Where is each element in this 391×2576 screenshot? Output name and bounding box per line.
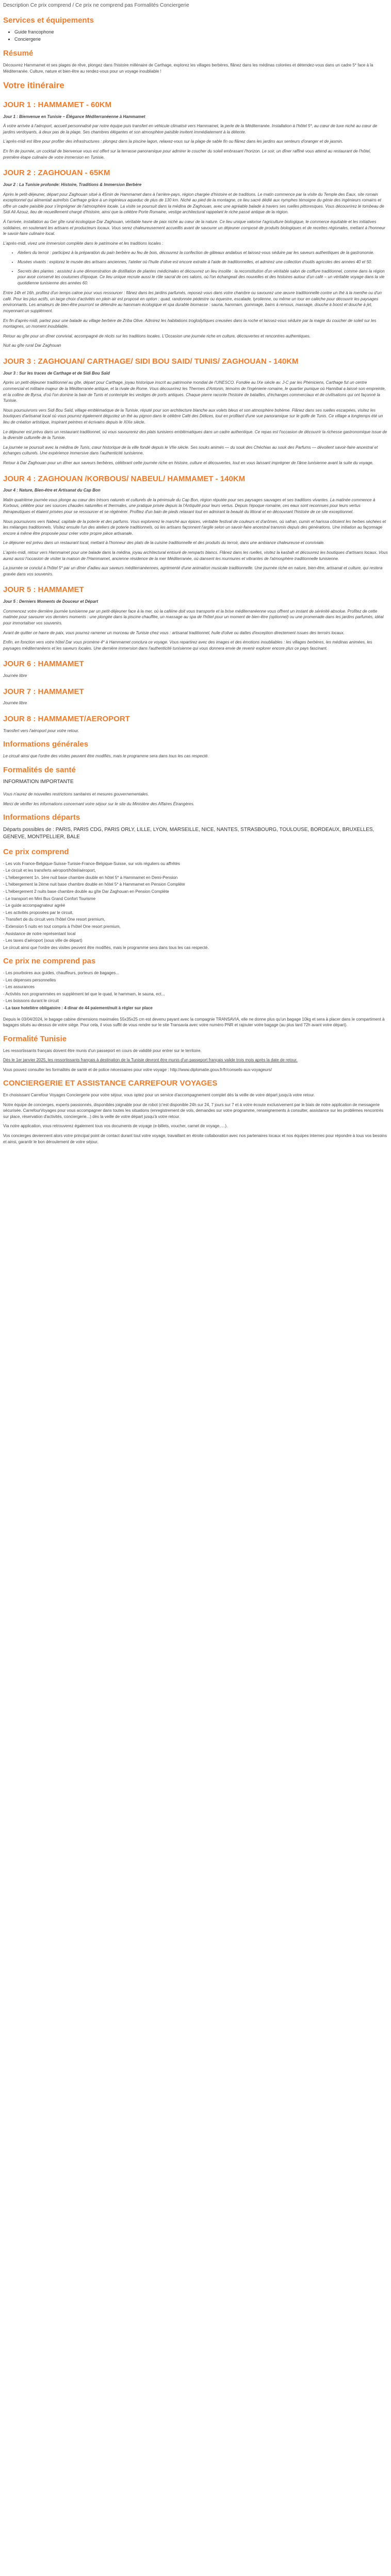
infos-text: Le circuit ainsi que l'ordre des visites peuvent être modifiés, mais le programme sera dans tous les cas respecté. bbox=[3, 754, 209, 759]
comprend-line: - Les activités proposées par le circuit, bbox=[3, 910, 74, 915]
day-subtitle: Jour 1 : Bienvenue en Tunisie – Élégance Méditerranéenne à Hammamet bbox=[3, 114, 145, 119]
ne-comprend-list bbox=[3, 970, 388, 1011]
resume-title: Résumé bbox=[3, 49, 34, 58]
sante-line: Vous n'aurez de nouvelles restrictions sanitaires et mesures gouvernementales. bbox=[3, 791, 149, 796]
comprend-title: Ce prix comprend bbox=[3, 847, 69, 856]
tunisie-p2: Dès le 1er janvier 2025, les ressortissants français à destination de la Tunisie devront être munis d'un passeport français valide trois mois après la date de retour. bbox=[3, 1058, 298, 1063]
ne-comprend-line: - Les boissons durant le circuit bbox=[3, 998, 59, 1004]
comprend-line: - L'hébergement 2 nuits base chambre double au gîte Dar Zaghouan en Pension Complète bbox=[3, 889, 169, 894]
day-paragraph: Nous poursuivons vers Nabeul, capitale de la poterie et des parfums. Vous explorerez le marché aux épices, véritable festival de couleurs et d'arômes, où safran, cumin et harissa côtoient les herbes séchées et les mélanges traditionnels. Visitez ensuite l'un des ateliers de poterie traditionnels, où les artisans façonnent l'argile selon un savoir-faire ancestral transmis depuis des générations. Une initiation au façonnage encore à même être proposée pour créer votre propre pièce artisanale. bbox=[3, 519, 386, 536]
day-paragraph: L'après-midi, retour vers Hammamet pour une balade dans la médina, joyau architectural entouré de remparts blancs. Flânez dans les ruelles, visitez la kasbah et découvrez les boutiques d'artisans locaux. Vous aurez aussi l'occasion de visiter la maison de l'Hammamet, ancienne résidence de la mer Méditerranée, où dansent les murmures et vibrantes de l'atmosphère traditionnelle tunisienne. bbox=[3, 550, 388, 561]
tunisie-title: Formalité Tunisie bbox=[3, 1034, 67, 1043]
depart-text: Départs possibles de : PARIS, PARIS CDG, PARIS ORLY, LILLE, LYON, MARSEILLE, NICE, NANTES, STRASBOURG, TOULOUSE, BORDEAUX, BRUXELLES, GENEVE, MONTPELLIER, BALE bbox=[3, 826, 374, 840]
comprend-line: Le circuit ainsi que l'ordre des visites peuvent être modifiés, mais le programme sera dans tous les cas respecté. bbox=[3, 945, 209, 950]
day-paragraph: Enfin, en fonction vers votre hôtel Dar vous promène 4* à Hammamet conclura ce voyage. Vous repartirez avec des images et des émotions inoubliables : les villages berbères, les médinas animées, les paysages méditerranéens et les saveurs locales. Une dernière immersion dans l'authenticité tunisienne qui vous donnera envie de revenir explorer encore plus ce pays fascinant. bbox=[3, 640, 372, 651]
ne-comprend-line: - Les dépenses personnelles bbox=[3, 977, 56, 982]
day-paragraph: Avant de quitter ce havre de paix, vous pourrez ramener un morceau de Tunisie chez vous : artisanat traditionnel, huile d'olive ou dattes d'exception directement issues des terroirs locaux. bbox=[3, 630, 345, 635]
services-item: • Guide francophone bbox=[14, 29, 388, 36]
infos-title: Informations générales bbox=[3, 740, 89, 749]
ne-comprend-note: Depuis le 03/04/2024, le bagage cabine dimensions maximales 55x35x25 cm est devenu payant avec la compagnie TRANSAVIA, elle ne donne plus qu'un bagage 10kg et sera à placer dans le compartiment à bagages situés au-dessus de votre siège. Pour cela, il vous suffit de vous rendre sur le site Transavia avec votre numéro PNR et rajouter votre bagage (au plus tard 72h avant votre départ). bbox=[3, 1016, 385, 1028]
conciergerie-p2: Notre équipe de concierges, experts passionnés, disponibles joignable pour de robot (c'est disponible 24h sur 24, 7 jours sur 7 et à votre écoute exclusivement par le biais de notre application de messagerie sécurisée. CarrefourVoyages pour vous accompagner dans toutes les situations (enregistrement de vols, demandes sur votre programme, renseignements à consulter, assistance sur les problèmes rencontrés sur place, réservation d'activités, conciergerie...) dès la veille de votre départ jusqu'à votre retour. bbox=[3, 1102, 384, 1119]
comprend-line: - Transfert de du circuit vers l'hôtel One resort premium, bbox=[3, 917, 105, 922]
day-paragraph: Après un petit-déjeuner traditionnel au gîte, départ pour Carthage, joyau historique inscrit au patrimoine mondial de l'UNESCO. Fondée au IXe siècle av. J-C par les Phéniciens, Carthage fut un centre commercial et militaire majeur de la Méditerranée antique, et la rivale de Rome. Vous découvrirez les Thermes d'Antonin, témoins de l'ingénierie romaine, le quartier punique où Hannibal a laissé son empreinte, et la colline de Byrsa, d'où l'on domine la baie de Tunis et contemple les vestiges de ports antiques. Chaque pierre raconte l'histoire de batailles, d'échanges commerciaux et de civilisations qui ont façonné la Tunisie. bbox=[3, 380, 386, 403]
ne-comprend-title: Ce prix ne comprend pas bbox=[3, 957, 96, 966]
day-paragraph: Commencez votre dernière journée tunisienne par un petit-déjeuner face à la mer, où la caféine doit vous transporte et la brise méditerranéenne vous offrent un instant de sérénité absolue. Profitez de cette matinée pour savourer vos derniers moments : une plongée dans la piscine chauffée, un massage au spa de l'hôtel pour un moment de bien-être (optionnel) ou une promenade dans les jardins parfumés, idéal pour immortaliser vos souvenirs. bbox=[3, 608, 384, 625]
day-paragraph: Nous poursuivrons vers Sidi Bou Saïd, village emblématique de la Tunisie, réputé pour son architecture blanche aux volets bleus et son atmosphère bohème. Flânez dans ses ruelles escarpées, visitez les boutiques d'artisanat local où vous pourrez également dégustez un thé au pignon dans le célèbre Café des Délices, tout en profitant d'une vue panoramique sur le golfe de Tunis. Ce village a longtemps été un lieu de création artistique, inspirant peintres et écrivains depuis le XIXe siècle. bbox=[3, 408, 383, 425]
comprend-line: - Les vols France-Belgique-Suisse-Tunisie-France-Belgique-Suisse, sur vols réguliers ou affrétés bbox=[3, 861, 180, 866]
tunisie-p3[interactable]: Vous pouvez consulter les formalités de santé et de police nécessaires pour votre voyage : http://www.diplomatie.gouv.fr/fr/conseils-aux-voyageurs/ bbox=[3, 1067, 272, 1072]
day-paragraph: Entre 14h et 16h, profitez d'un temps calme pour vous ressourcer : flânez dans les jardins parfumés, reposez-vous dans votre chambre ou savourez une œuvre traditionnelle contre un thé à la menthe ou d'un café. Pour les plus actifs, un large choix d'activités en plein air est proposé en option : quad, randonnée pédestre ou équestre, escalade, tyrolienne, ou même un tour en calèche pour découvrir les paysages environnants. Les amateurs de bien-être pourront se détendre au hammam écologique et spa durable biomasse : sauna, hammam, gommage, bains à remous, massage, douche à boost et douche à jet, moyennant un supplément. bbox=[3, 291, 382, 314]
day-bullets bbox=[18, 250, 388, 286]
day-paragraph: Transfert vers l'aéroport pour votre retour. bbox=[3, 728, 79, 733]
comprend-line: - Le transport en Mini Bus Grand Confort Tourisme bbox=[3, 896, 96, 901]
day-paragraph: L'après-midi, vivez une immersion complète dans le patrimoine et les traditions locales : bbox=[3, 241, 164, 246]
day-paragraph: Le déjeuner est prévu dans un restaurant local, mettant à l'honneur des plats de la cuisine traditionnelle et des produits du terroir, dans une ambiance chaleureuse et conviviale. bbox=[3, 540, 325, 546]
day-paragraph: Retour au gîte pour un dîner convivial, accompagné de récits sur les traditions locales. L'Occasion une journée riche en culture, découvertes et rencontres authentiques. bbox=[3, 333, 311, 338]
day-paragraph: Après le petit-déjeuner, départ pour Zaghouan situé à 45min de Hammamet dans à l'arrière-pays, région chargée d'histoire et de traditions. Le matin commence par la visite du Temple des Eaux, site romain exceptionnel qui alimentait autrefois Carthage grâce à un ingénieux aqueduc de plus de 130 km. Niché au pied de la montagne, ce lieu sacré dédié aux nymphes témoigne du génie des ingénieurs romains et offre un cadre paisible pour s'imprégner de l'atmosphère locale. La visite se poursuit dans la médina de Zaghouan, avec une agréable balade à travers ses ruelles pittoresques. Vous découvrirez le tombeau de Sidi Ali Azouz, lieu de recueillement chargé d'histoire, ainsi que la célèbre Porte Romaine, vestige architectural rappelant le riche passé antique de la région. bbox=[3, 192, 384, 215]
day-paragraph: La journée se conclut à l'hôtel 5* par un dîner d'adieu aux saveurs méditerranéennes, agrémenté d'une animation musicale traditionnelle. Une journée riche en nature, bien-être, artisanat et culture, qui restera gravée dans vos souvenirs. bbox=[3, 566, 383, 577]
day-paragraph: Matin quatrième journée vous plonge au cœur des trésors naturels et culturels de la péninsule du Cap Bon, région réputée pour ses paysages sauvages et ses traditions vivantes. La matinée commence à Korbous, célèbre pour ses sources chaudes naturelles et thermales, une pratique prisée depuis la l'Antiquité pour leurs vertus. Depuis l'époque romaine, ces eaux sont reconnues pour leurs vertus thérapeutiques et étaient prisées pour se ressourcer et se régénérer. Profitez d'un bain de pieds relaxant tout en admirant la beauté du littoral et en découvrant l'histoire de ce site exceptionnel. bbox=[3, 497, 376, 515]
day-subtitle: Jour 3 : Sur les traces de Carthage et de Sidi Bou Saïd bbox=[3, 370, 110, 376]
comprend-line: - Le guide accompagnateur agréé bbox=[3, 903, 66, 908]
day-title: JOUR 1 : HAMMAMET - 60KM bbox=[3, 100, 112, 109]
day-paragraph: Retour à Dar Zaghouan pour un dîner aux saveurs berbères, célébrant cette journée riche en histoire, culture et découvertes, tout en vous laissant imprégner de l'âme tunisienne avant la suite du voyage. bbox=[3, 460, 373, 465]
sante-label: INFORMATION IMPORTANTE bbox=[3, 779, 74, 785]
day-title: JOUR 4 : ZAGHOUAN /KORBOUS/ NABEUL/ HAMMAMET - 140KM bbox=[3, 474, 246, 483]
ne-comprend-line: - Activités non programmées en supplément tel que le quad, le hammam, le sauna, ect... bbox=[3, 991, 165, 996]
day-bullet: • Musées vivants : explorez le musée des artisans anciennes, l'atelier où l'huile d'olive est encore extraite à l'aide de traditionnelles, et admirez une collection d'outils agricoles des années 40 et 50. bbox=[18, 259, 388, 265]
services-item: • Conciergerie bbox=[14, 36, 388, 43]
day-paragraph: L'après-midi est libre pour profiter des infrastructures : plongez dans la piscine lagon, relaxez-vous sur la plage de sable fin ou flânez dans les jardins aux senteurs d'oranger et de jasmin. bbox=[3, 139, 343, 144]
conciergerie-title: CONCIERGERIE ET ASSISTANCE CARREFOUR VOYAGES bbox=[3, 1079, 218, 1088]
ne-comprend-line: - La taxe hotelière obligatoire : 4 dinar de 44 paiement/nuit à régler sur place bbox=[3, 1006, 153, 1011]
services-list bbox=[14, 29, 388, 43]
day-paragraph: Le déjeuner est prévu dans un restaurant traditionnel, où vous savourerez des plats tunisiens emblématiques dans un cadre authentique. Ce repas est l'occasion de découvrir la richesse gastronomique issue de la diversité culturelle de la Tunisie. bbox=[3, 429, 387, 440]
breadcrumb[interactable]: Description Ce prix comprend / Ce prix ne comprend pas Formalités Conciergerie bbox=[3, 3, 189, 8]
day-title: JOUR 6 : HAMMAMET bbox=[3, 659, 84, 669]
sante-line: Merci de vérifier les informations concernant votre séjour sur le site du Ministère des Affaires Étrangères. bbox=[3, 801, 194, 806]
day-title: JOUR 7 : HAMMAMET bbox=[3, 687, 84, 696]
comprend-line: - Extension 5 nuits en tout compris à l'hôtel One resort premium, bbox=[3, 924, 121, 929]
day-subtitle: Jour 2 : La Tunisie profonde: Histoire, Traditions & Immersion Berbère bbox=[3, 182, 142, 187]
day-paragraph: Nuit au gîte rural Dar Zaghouan bbox=[3, 343, 61, 348]
resume-text: Découvrez Hammamet et ses plages de rêve, plongez dans l'histoire millénaire de Carthage, explorez les villages berbères, flânez dans les médinas colorées et détendez-vous dans un cadre 5* face à la Méditerranée. Culture, nature et bien-être au rendez-vous pour un voyage inoubliable ! bbox=[3, 63, 373, 74]
tunisie-p1: Les ressortissants français doivent être munis d'un passeport en cours de validité pour entrer sur le territoire. bbox=[3, 1048, 202, 1053]
day-paragraph: Journée libre bbox=[3, 673, 27, 679]
day-title: JOUR 8 : HAMMAMET/AEROPORT bbox=[3, 714, 130, 723]
comprend-line: - Le circuit et les transferts aéroport/hôtel/aéroport, bbox=[3, 868, 96, 873]
comprend-line: - L'hébergement 1n. 1ère nuit base chambre double en hôtel 5* à Hammamet en Demi-Pension bbox=[3, 875, 178, 880]
comprend-list bbox=[3, 861, 388, 951]
comprend-line: - Assistance de notre représentant local bbox=[3, 931, 76, 936]
day-subtitle: Jour 5 : Derniers Moments de Douceur et Départ bbox=[3, 599, 99, 604]
conciergerie-p3: Via notre application, vous retrouverez également tous vos documents de voyage (e-billets, voucher, carnet de voyage, ...). bbox=[3, 1124, 228, 1129]
services-title: Services et équipements bbox=[3, 15, 94, 25]
day-title: JOUR 3 : ZAGHOUAN/ CARTHAGE/ SIDI BOU SAID/ TUNIS/ ZAGHOUAN - 140KM bbox=[3, 357, 299, 366]
day-title: JOUR 5 : HAMMAMET bbox=[3, 585, 84, 595]
day-paragraph: À l'arrivée, installation au Ger gîte rural écologique Dar Zaghouan, véritable havre de paix niché au cœur de la nature. Ce lieu unique valorise l'agriculture biologique, le commerce équitable et les initiatives solidaires, en soutenant les artisans et producteurs locaux. Vous serez chaleureusement accueillis avant de savourer un déjeuner composé de produits biologiques et de recettes régionales, mettant à l'honneur le savoir-faire culinaire local. bbox=[3, 219, 385, 236]
day-paragraph: En fin de journée, un cocktail de bienvenue vous est offert sur la terrasse panoramique pour admirer le coucher du soleil embrasant l'horizon. Le soir, un dîner raffiné vous attend au restaurant de l'hôtel, première étape culinaire de votre immersion en Tunisie. bbox=[3, 149, 371, 160]
comprend-line: - L'hébergement la 2ème nuit base chambre double en hôtel 5* à Hammamet en Pension Complète bbox=[3, 882, 185, 887]
ne-comprend-line: - Les assurances bbox=[3, 985, 35, 990]
conciergerie-p1: En choisissant Carrefour Voyages Conciergerie pour votre séjour, vous optez pour un service d'accompagnement complet dès la veille de votre départ jusqu'à votre retour. bbox=[3, 1093, 315, 1098]
day-paragraph: Journée libre bbox=[3, 701, 27, 706]
comprend-line: - Les taxes d'aéroport (sous ville de départ) bbox=[3, 938, 83, 943]
ne-comprend-line: - Les pourboires aux guides, chauffeurs, porteurs de bagages... bbox=[3, 971, 119, 976]
day-bullet: • Ateliers du terroir : participez à la préparation du pain berbère au feu de bois, découvrez la confection de gâteaux andalous et laissez-vous séduire par les saveurs authentiques de la gastronomie. bbox=[18, 250, 388, 256]
conciergerie-p4: Vos concierges deviennent alors votre principal point de contact durant tout votre voyage, travaillant en étroite collaboration avec nos partenaires locaux et nos équipes internes pour répondre à tous vos besoins et ainsi, garantir le bon déroulement de votre séjour. bbox=[3, 1133, 387, 1144]
depart-title: Informations départs bbox=[3, 813, 80, 822]
day-paragraph: En fin d'après-midi, partez pour une balade au village berbère de Zriba Olive. Admirez les habitations troglodytiques creusées dans la roche et laissez-vous séduire par la magie du coucher de soleil sur les montagnes, un moment inoubliable. bbox=[3, 318, 377, 329]
day-paragraph: À votre arrivée à l'aéroport, accueil personnalisé par notre équipe puis transfert en véhicule climatisé vers Hammamet, la perle de la Méditerranée. Installation à l'hôtel 5*, au cœur de luxe niché au cœur de jardins verdoyants, à deux pas de la plage. Ses chambres élégantes et son atmosphère paisible invitent immédiatement à la détente. bbox=[3, 124, 378, 134]
day-paragraph: La journée se poursuit avec la médina de Tunis, cœur historique de la ville fondé depuis le VIIe siècle. Ses souks animés — du souk des Chéchias au souk des Parfums — dévoilent savoir-faire ancestral et échanges culturels. Une expérience immersive dans l'authenticité tunisienne. bbox=[3, 445, 378, 456]
day-bullet: • Secrets des plantes : assistez à une démonstration de distillation de plantes médicinales et découvrez un lieu insolite : la reconstitution d'un véritable salon de coiffure traditionnel, comme dans la région pour avoir conservé les coutumes d'époque. Ce lieu unique recrute aussi le rôle sacral de ces salons, où l'on échangeait des nouvelles et des histoires autour d'un café – un véritable voyage dans la vie quotidienne tunisienne des années 60. bbox=[18, 268, 388, 286]
sante-title: Formalités de santé bbox=[3, 765, 76, 774]
page bbox=[0, 0, 391, 1155]
day-subtitle: Jour 4 : Nature, Bien-être et Artisanat du Cap Bon bbox=[3, 488, 101, 493]
itinerary-title: Votre itinéraire bbox=[3, 80, 64, 91]
day-title: JOUR 2 : ZAGHOUAN - 65KM bbox=[3, 168, 110, 178]
